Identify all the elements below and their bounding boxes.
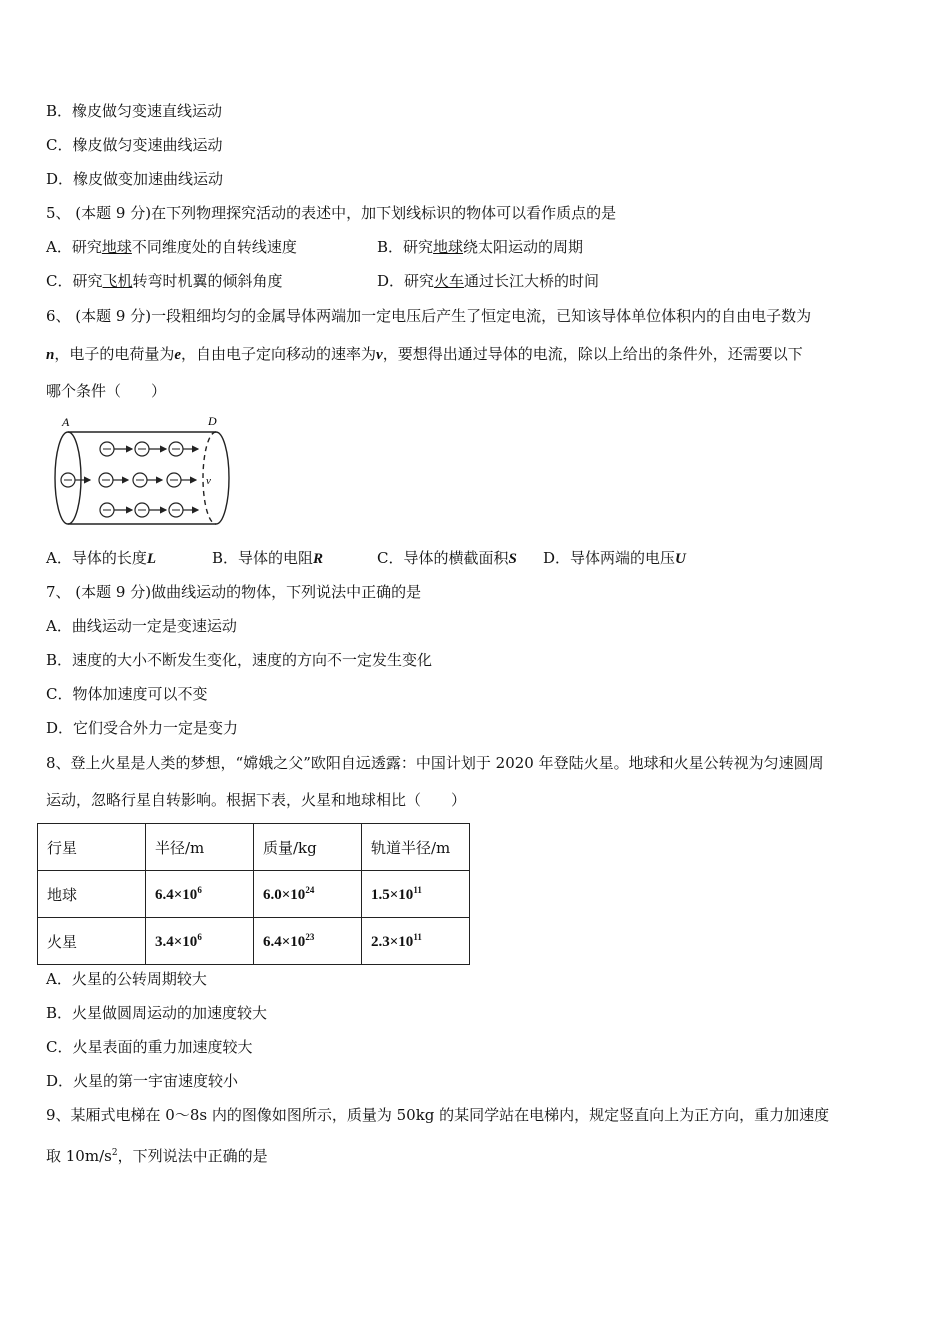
q6-option-a: A．导体的长度L (46, 549, 157, 567)
q6-stem-line1: 6、 (本题 9 分)一段粗细均匀的金属导体两端加一定电压后产生了恒定电流，已知该导体单位体积内的自由电子数为 (46, 307, 812, 325)
q9-stem-line2: 取 $10m/s^2$，下列说法中正确的是 (46, 1147, 268, 1165)
table-header: 行星 (38, 824, 146, 871)
table-cell-orbit: $1.5\times 10^{11}$ (362, 871, 470, 918)
table-header: 半径/m (146, 824, 254, 871)
q8-option-d: D．火星的第一宇宙速度较小 (46, 1072, 239, 1090)
electron-row-bottom (100, 503, 198, 517)
q5-option-c: C．研究飞机转弯时机翼的倾斜角度 (46, 272, 283, 290)
q5-stem: 5、 (本题 9 分)在下列物理探究活动的表述中，加下划线标识的物体可以看作质点的是 (46, 204, 617, 222)
table-header: 质量/kg (254, 824, 362, 871)
q5-option-b: B．研究地球绕太阳运动的周期 (377, 238, 584, 256)
table-cell-mass: $6.4\times 10^{23}$ (254, 918, 362, 965)
q8-option-b: B．火星做圆周运动的加速度较大 (46, 1004, 268, 1022)
q4-option-b: B．橡皮做匀变速直线运动 (46, 102, 223, 120)
figure-label-d: D (208, 414, 217, 428)
table-row (38, 871, 470, 918)
table-header: 轨道半径/m (362, 824, 470, 871)
table-cell-orbit: $2.3\times 10^{11}$ (362, 918, 470, 965)
q8-option-a: A．火星的公转周期较大 (46, 970, 207, 988)
q6-option-c: C．导体的横截面积S (377, 549, 517, 567)
q9-stem-line1: 9、某厢式电梯在 0～8s 内的图像如图所示，质量为 50kg 的某同学站在电梯内，规定竖直向上为正方向，重力加速度 (46, 1106, 830, 1124)
electron-row-top (100, 442, 198, 456)
q7-option-d: D．它们受合外力一定是变力 (46, 719, 239, 737)
q6-option-b: B．导体的电阻R (212, 549, 324, 567)
q6-option-d: D．导体两端的电压U (543, 549, 686, 567)
q7-option-a: A．曲线运动一定是变速运动 (46, 617, 237, 635)
table-cell-radius: $3.4\times 10^6$ (146, 918, 254, 965)
q4-option-d: D．橡皮做变加速曲线运动 (46, 170, 224, 188)
q6-stem-line2: n，电子的电荷量为e，自由电子定向移动的速率为v，要想得出通过导体的电流，除以上给出的条件外，还需要以下 (46, 345, 803, 363)
q8-stem-line1: 8、登上火星是人类的梦想，“嫦娥之父”欧阳自远透露：中国计划于 2020 年登陆火星。地球和火星公转视为匀速圆周 (46, 754, 824, 772)
planet-table (37, 823, 470, 965)
table-row (38, 918, 470, 965)
q7-stem: 7、 (本题 9 分)做曲线运动的物体，下列说法中正确的是 (46, 583, 422, 601)
q5-option-a: A．研究地球不同维度处的自转线速度 (46, 238, 297, 256)
figure-label-a: A (62, 415, 70, 429)
figure-label-v: v (206, 475, 211, 487)
q6-stem-line3: 哪个条件（ ） (46, 382, 167, 400)
table-cell-radius: $6.4\times 10^6$ (146, 871, 254, 918)
table-cell-planet: 火星 (38, 918, 146, 965)
table-cell-planet: 地球 (38, 871, 146, 918)
table-cell-mass: $6.0\times 10^{24}$ (254, 871, 362, 918)
conductor-electron-figure (50, 412, 235, 532)
q7-option-b: B．速度的大小不断发生变化，速度的方向不一定发生变化 (46, 651, 433, 669)
table-header-row (38, 824, 470, 871)
q4-option-c: C．橡皮做匀变速曲线运动 (46, 136, 223, 154)
q8-stem-line2: 运动，忽略行星自转影响。根据下表，火星和地球相比（ ） (46, 791, 467, 809)
q5-option-d: D．研究火车通过长江大桥的时间 (377, 272, 600, 290)
q8-option-c: C．火星表面的重力加速度较大 (46, 1038, 253, 1056)
q7-option-c: C．物体加速度可以不变 (46, 685, 208, 703)
